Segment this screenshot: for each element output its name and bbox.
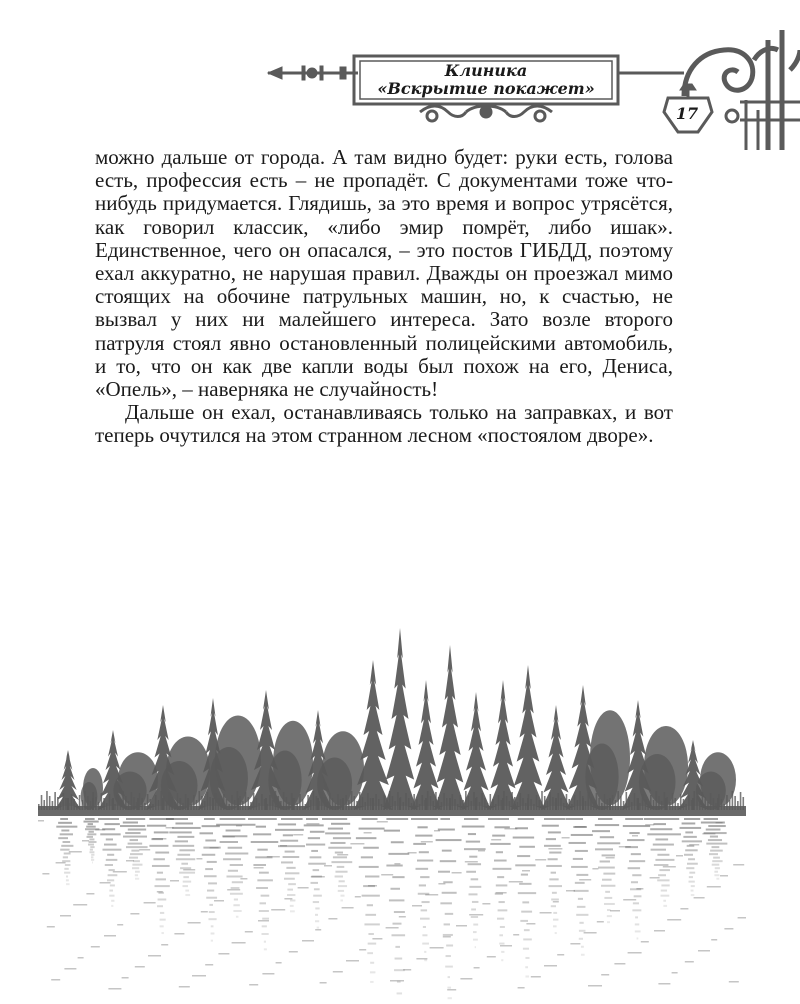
page-number: 17 — [675, 104, 699, 123]
forest-illustration — [38, 615, 746, 1000]
forest-reflection-icon — [38, 615, 746, 1000]
running-title — [358, 58, 614, 102]
body-text — [95, 146, 673, 448]
running-title-line1: Клиника — [444, 61, 528, 80]
running-title-line2: «Вскрытие покажет» — [377, 79, 595, 98]
paragraph: Дальше он ехал, останавливаясь только на заправках, и вот теперь очутился на этом странном лесном «постоялом дворе». — [95, 400, 673, 448]
paragraph: можно дальше от города. А там видно будет: руки есть, голова есть, профессия есть – не пропадёт. С документами тоже что-нибудь придумается. Глядишь, за это время и вопрос утрясётся, как говорил классик, «либо эмир помрёт, либо ишак». Единственное, чего он опасался, – это постов ГИБДД, поэтому ехал аккуратно, не нарушая правил. Дважды он проезжал мимо стоящих на обочине патрульных машин, но, к счастью, не вызвал у них ни малейшего интереса. Зато возле второго патруля стоял явно остановленный полицейскими автомобиль, и то, что он как две капли воды был похож на его, Дениса, «Опель», – наверняка не случайность! — [95, 145, 673, 402]
page-header — [0, 0, 800, 160]
